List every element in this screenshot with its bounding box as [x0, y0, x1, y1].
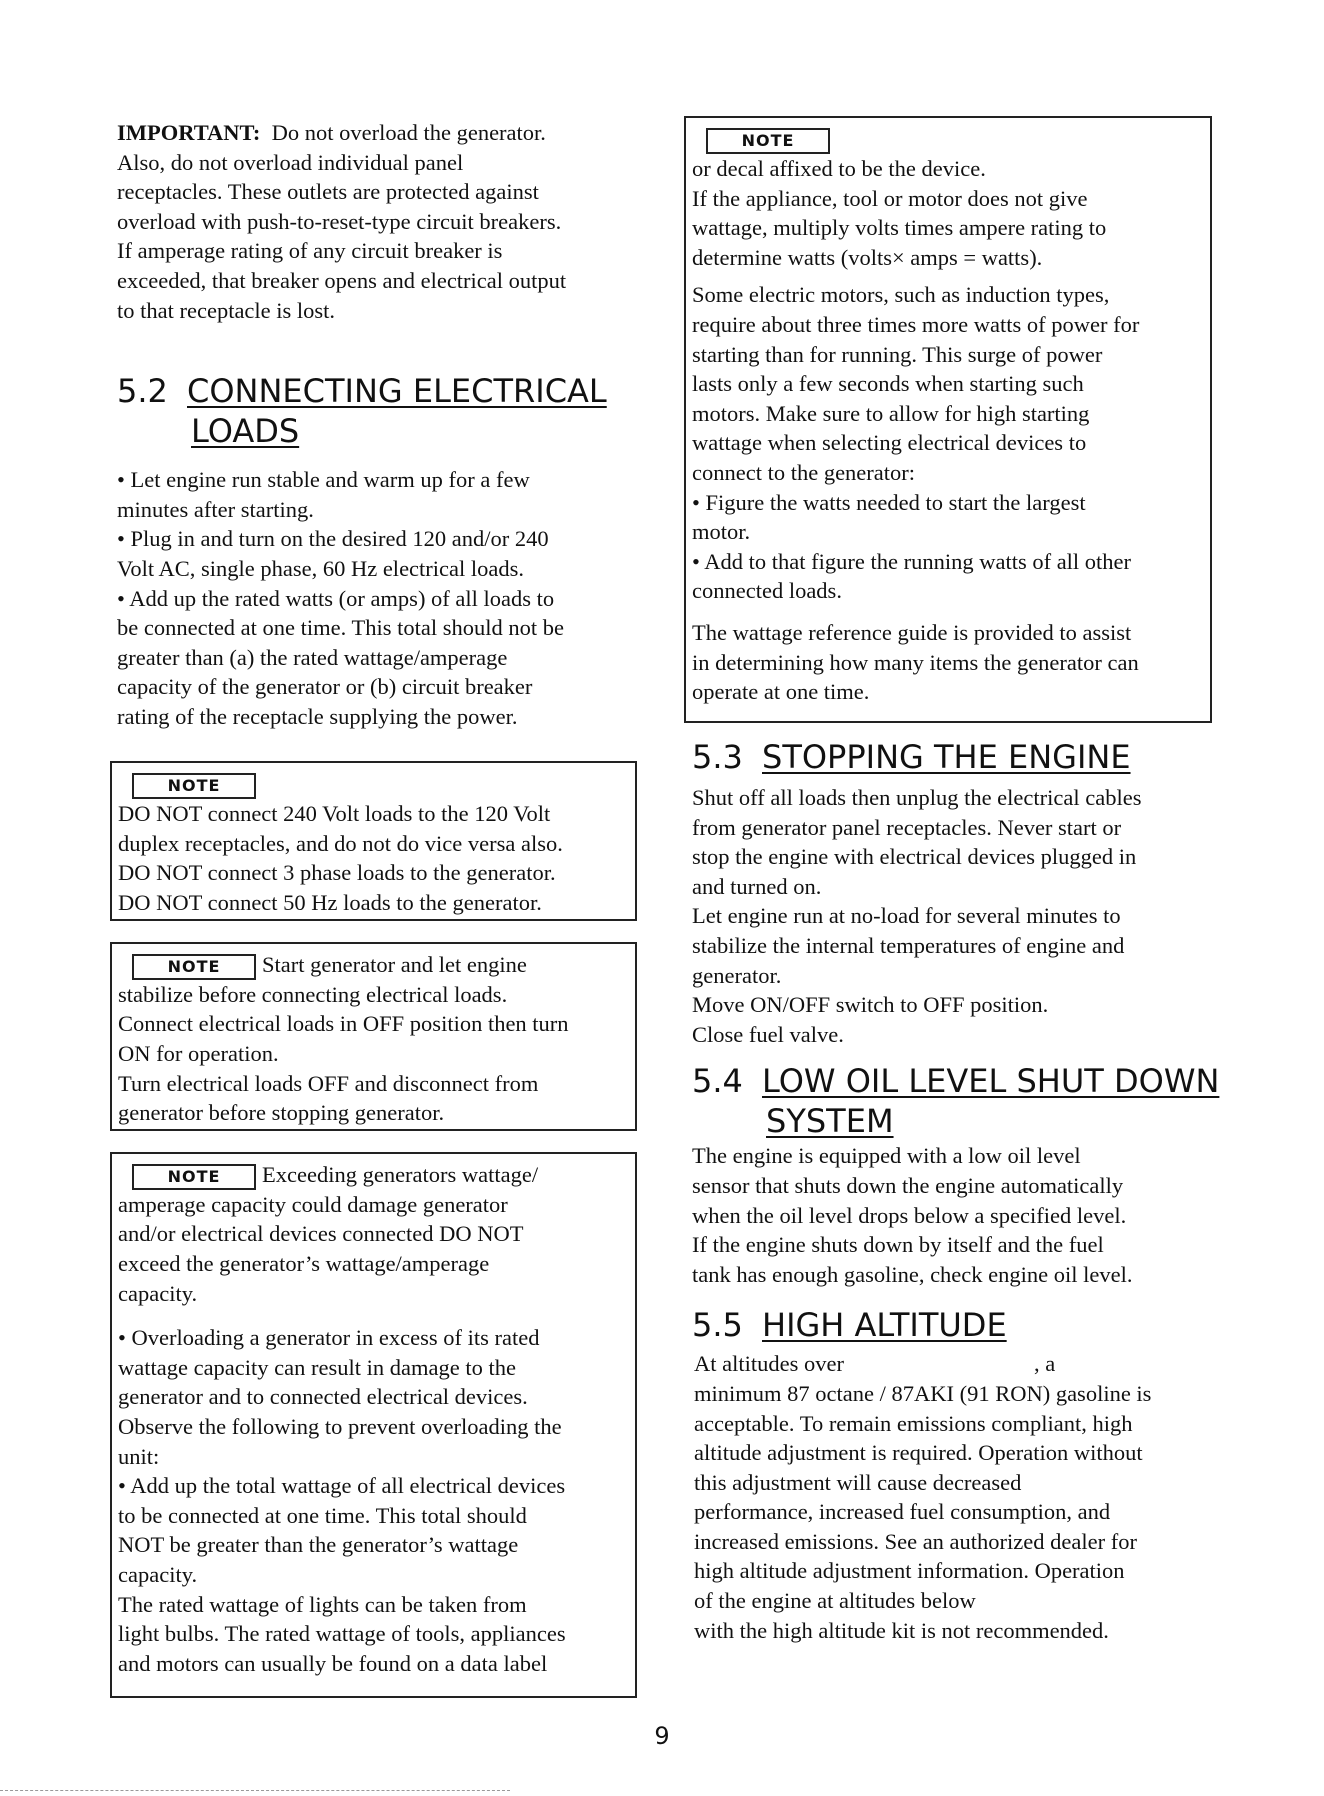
text-line: If the appliance, tool or motor does not give — [692, 185, 1088, 211]
text-line: wattage when selecting electrical devices to — [692, 430, 1087, 456]
text-line: capacity. — [118, 1280, 198, 1306]
text-line: altitude adjustment is required. Operation without — [694, 1440, 1143, 1466]
section-5-2-heading — [117, 371, 637, 451]
note-tag: NOTE — [132, 954, 256, 980]
note-tag: NOTE — [706, 128, 830, 154]
page-number: 9 — [654, 1722, 670, 1750]
section-number: 5.4 — [692, 1062, 743, 1101]
text-line: when the oil level drops below a specified level. — [692, 1202, 1127, 1228]
text-line: • Let engine run stable and warm up for a few — [117, 467, 530, 493]
bottom-rule — [0, 1790, 510, 1791]
text-line: Shut off all loads then unplug the electrical cables — [692, 785, 1142, 810]
text-line: Move ON/OFF switch to OFF position. — [692, 992, 1049, 1018]
section-title-continued: LOADS — [191, 412, 300, 451]
text-line: to that receptacle is lost. — [117, 297, 336, 323]
text-line: Volt AC, single phase, 60 Hz electrical loads. — [117, 555, 524, 581]
text-line: Close fuel valve. — [692, 1021, 844, 1047]
text-line: or decal affixed to be the device. — [692, 156, 986, 181]
text-line: ON for operation. — [118, 1041, 279, 1067]
text-line: this adjustment will cause decreased — [694, 1469, 1022, 1495]
text-line: amperage capacity could damage generator — [118, 1191, 508, 1217]
section-5-2-body — [117, 465, 637, 731]
text-line: tank has enough gasoline, check engine oil level. — [692, 1261, 1133, 1287]
text-line: acceptable. To remain emissions compliant, high — [694, 1410, 1133, 1436]
note-box-start-generator — [110, 942, 637, 1131]
note-tag: NOTE — [132, 1164, 256, 1190]
text-line: overload with push-to-reset-type circuit breakers. — [117, 208, 562, 234]
text-line: high altitude adjustment information. Operation — [694, 1558, 1125, 1584]
text-line: starting than for running. This surge of power — [692, 341, 1103, 367]
text-line: minutes after starting. — [117, 496, 314, 522]
text-line: The rated wattage of lights can be taken from — [118, 1591, 527, 1617]
text-line: to be connected at one time. This total should — [118, 1502, 527, 1528]
important-label: IMPORTANT: — [117, 120, 261, 145]
important-first-line: Do not overload the generator. — [271, 120, 546, 145]
text-line: light bulbs. The rated wattage of tools, appliances — [118, 1621, 566, 1647]
text-line: Let engine run at no-load for several minutes to — [692, 903, 1121, 929]
text-line: DO NOT connect 50 Hz loads to the generator. — [118, 889, 542, 915]
section-5-3-body — [692, 783, 1220, 1049]
text-line: operate at one time. — [692, 679, 870, 705]
text-line: minimum 87 octane / 87AKI (91 RON) gasoline is — [694, 1380, 1152, 1406]
section-number: 5.3 — [692, 738, 743, 776]
text-line: connect to the generator: — [692, 459, 916, 485]
section-title: CONNECTING ELECTRICAL — [187, 372, 607, 411]
text-line: connected loads. — [692, 578, 842, 604]
text-line: Exceeding generators wattage/ — [262, 1162, 539, 1187]
section-title: STOPPING THE ENGINE — [762, 738, 1131, 776]
note-box-wattage — [684, 116, 1212, 723]
text-line: determine watts (volts× amps = watts). — [692, 244, 1043, 270]
text-line: The engine is equipped with a low oil level — [692, 1143, 1081, 1169]
text-line: be connected at one time. This total should not be — [117, 615, 564, 641]
text-line: generator before stopping generator. — [118, 1100, 445, 1126]
text-line: and motors can usually be found on a data label — [118, 1650, 548, 1676]
text-line: increased emissions. See an authorized dealer for — [694, 1528, 1137, 1554]
text-line: stabilize before connecting electrical loads. — [118, 981, 508, 1007]
text-line: • Add up the rated watts (or amps) of all loads to — [117, 585, 555, 611]
note-box-connect-voltage — [110, 761, 637, 921]
text-line: Observe the following to prevent overloading the — [118, 1414, 562, 1439]
text-line: generator. — [692, 962, 782, 988]
left-column — [117, 118, 637, 732]
text-line: lasts only a few seconds when starting such — [692, 371, 1084, 397]
text-line: generator and to connected electrical devices. — [118, 1384, 528, 1410]
right-column-sections — [692, 737, 1220, 1645]
section-title-continued: SYSTEM — [766, 1102, 894, 1141]
text-line: greater than (a) the rated wattage/amperage — [117, 644, 508, 670]
text-line: • Overloading a generator in excess of its rated — [118, 1325, 540, 1351]
text-line: duplex receptacles, and do not do vice versa also. — [118, 830, 563, 856]
text-line: wattage, multiply volts times ampere rating to — [692, 215, 1107, 241]
text-line: Connect electrical loads in OFF position then turn — [118, 1011, 569, 1037]
text-line: wattage capacity can result in damage to the — [118, 1354, 516, 1380]
text-line: motor. — [692, 519, 751, 545]
text-line: Turn electrical loads OFF and disconnect from — [118, 1070, 539, 1096]
text-line: from generator panel receptacles. Never start or — [692, 814, 1122, 840]
text-line: performance, increased fuel consumption, and — [694, 1499, 1111, 1525]
section-number: 5.5 — [692, 1306, 743, 1345]
text-line: stop the engine with electrical devices plugged in — [692, 844, 1137, 870]
text-line: and/or electrical devices connected DO NOT — [118, 1221, 524, 1247]
section-title: HIGH ALTITUDE — [762, 1306, 1007, 1345]
text-line: with the high altitude kit is not recommended. — [694, 1617, 1109, 1643]
text-line: NOT be greater than the generator’s wattage — [118, 1532, 519, 1558]
text-line: exceeded, that breaker opens and electrical output — [117, 267, 567, 293]
text-line: DO NOT connect 3 phase loads to the generator. — [118, 860, 556, 886]
text-line: in determining how many items the generator can — [692, 649, 1139, 675]
text-line: • Plug in and turn on the desired 120 and/or 240 — [117, 526, 549, 552]
section-5-4-body — [692, 1141, 1220, 1289]
text-line: require about three times more watts of power for — [692, 311, 1140, 337]
text-line: exceed the generator’s wattage/amperage — [118, 1251, 490, 1277]
text-line: • Add to that figure the running watts of all other — [692, 548, 1132, 574]
section-5-3-heading — [692, 737, 1220, 777]
text-line: Start generator and let engine — [262, 952, 527, 977]
text-line: receptacles. These outlets are protected against — [117, 179, 539, 205]
text-line: The wattage reference guide is provided to assist — [692, 619, 1132, 645]
text-line: If the engine shuts down by itself and the fuel — [692, 1232, 1104, 1258]
section-5-4-heading — [692, 1061, 1220, 1141]
text-line: If amperage rating of any circuit breaker is — [117, 238, 503, 264]
text-line: sensor that shuts down the engine automatically — [692, 1172, 1124, 1198]
section-title: LOW OIL LEVEL SHUT DOWN — [762, 1062, 1220, 1101]
text-line: capacity of the generator or (b) circuit breaker — [117, 674, 533, 700]
text-line: of the engine at altitudes below — [694, 1588, 976, 1614]
text-line: • Figure the watts needed to start the largest — [692, 489, 1086, 515]
text-line: Some electric motors, such as induction types, — [692, 282, 1110, 308]
text-line: • Add up the total wattage of all electrical devices — [118, 1473, 566, 1499]
text-line: , a — [1033, 1351, 1056, 1377]
note-tag: NOTE — [132, 773, 256, 799]
section-5-5-body — [692, 1349, 1220, 1645]
text-line: and turned on. — [692, 873, 822, 899]
text-line: At altitudes over — [694, 1351, 844, 1377]
text-line: stabilize the internal temperatures of engine and — [692, 932, 1125, 958]
section-number: 5.2 — [117, 372, 168, 411]
section-5-5-heading — [692, 1305, 1220, 1345]
text-line: capacity. — [118, 1561, 198, 1587]
text-line: unit: — [118, 1443, 160, 1469]
text-line: motors. Make sure to allow for high starting — [692, 400, 1090, 426]
text-line: rating of the receptacle supplying the power. — [117, 703, 518, 729]
text-line: Also, do not overload individual panel — [117, 149, 464, 175]
note-box-overload — [110, 1152, 637, 1698]
text-line: DO NOT connect 240 Volt loads to the 120 Volt — [118, 801, 551, 826]
important-paragraph — [117, 118, 637, 325]
